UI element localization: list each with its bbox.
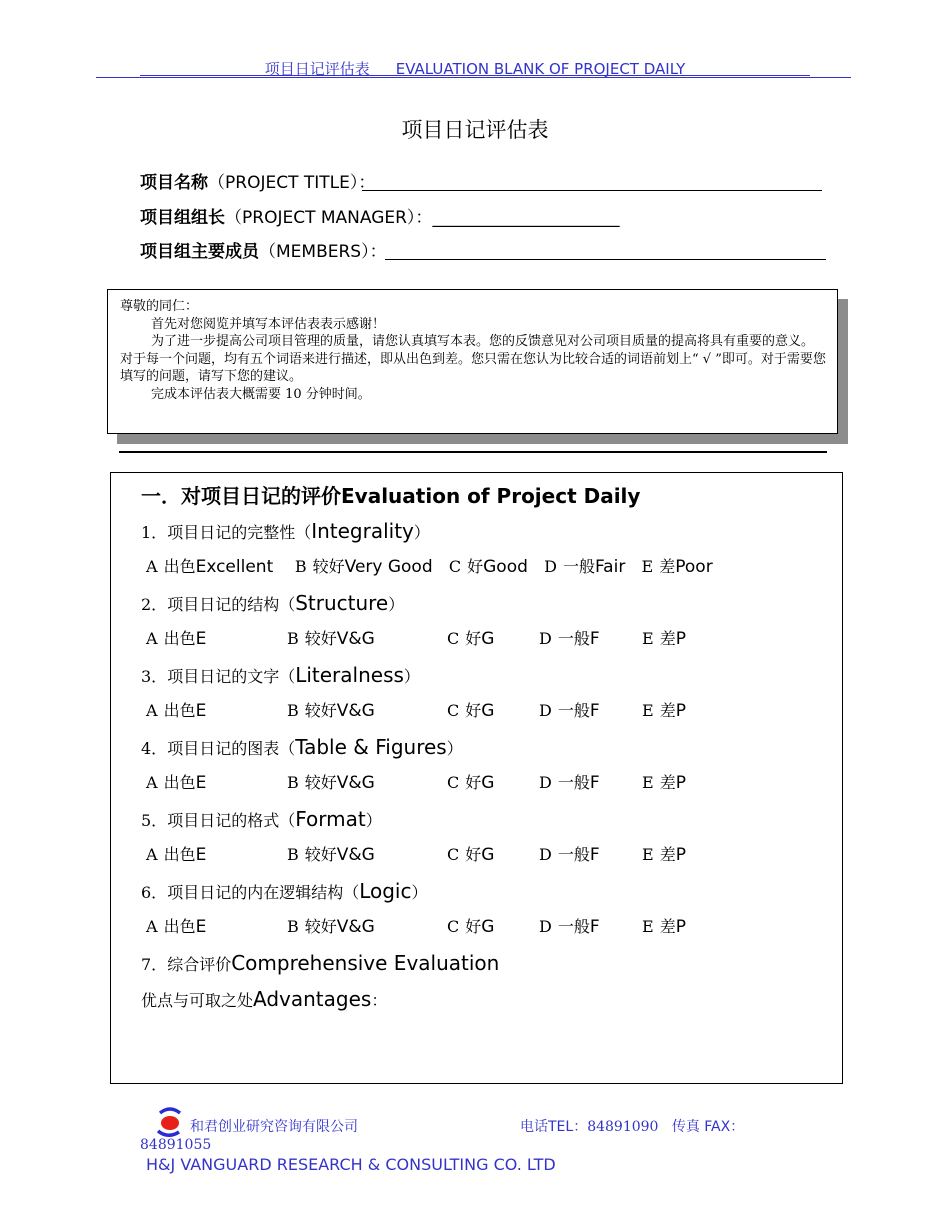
company-logo-icon [154, 1107, 184, 1139]
question-number: 6． [141, 883, 168, 902]
option-letter: D [539, 629, 552, 648]
option-zh: 好 [465, 917, 482, 936]
question-number: 5． [141, 811, 168, 830]
option-en: V&G [336, 629, 375, 649]
field-label-en: （PROJECT MANAGER）： [225, 208, 433, 228]
advantages-en: Advantages [253, 987, 372, 1011]
option-letter: B [287, 773, 299, 792]
question-close: ） [388, 595, 405, 614]
option-en: G [481, 701, 495, 721]
option-zh: 一般 [557, 773, 590, 792]
field-project-title [140, 168, 375, 193]
option-vg[interactable] [287, 765, 375, 801]
option-f[interactable] [539, 621, 600, 657]
option-zh: 差 [659, 845, 676, 864]
field-label: 项目组组长 [140, 208, 225, 228]
question-text: 项目日记的格式（ [167, 811, 296, 830]
option-letter: D [539, 773, 552, 792]
option-zh: 差 [659, 701, 676, 720]
option-g[interactable] [447, 909, 494, 945]
advantages-prompt [141, 981, 821, 1017]
option-f[interactable] [539, 909, 600, 945]
option-vg[interactable] [287, 837, 375, 873]
option-p[interactable] [642, 621, 686, 657]
option-zh: 较好 [304, 917, 337, 936]
option-e[interactable] [146, 837, 206, 873]
option-fair[interactable] [544, 549, 625, 585]
option-zh: 较好 [304, 773, 337, 792]
option-en: F [589, 845, 600, 865]
option-en: V&G [336, 701, 375, 721]
option-e[interactable] [146, 621, 206, 657]
option-p[interactable] [642, 909, 686, 945]
option-zh: 出色 [163, 773, 196, 792]
notice-time: 完成本评估表大概需要 10 分钟时间。 [151, 386, 371, 402]
option-en: Excellent [195, 557, 274, 577]
option-letter: B [287, 701, 299, 720]
option-en: G [481, 629, 495, 649]
option-en: V&G [336, 773, 375, 793]
field-members [140, 237, 387, 262]
option-zh: 一般 [562, 557, 595, 576]
option-vg[interactable] [287, 909, 375, 945]
page-title: 项目日记评估表 [401, 118, 549, 142]
fax-label: 传真 [671, 1119, 700, 1135]
options-5 [141, 837, 821, 873]
option-en: Poor [675, 557, 713, 577]
option-zh: 较好 [304, 701, 337, 720]
question-text-en: Structure [295, 591, 389, 615]
option-vg[interactable] [287, 621, 375, 657]
option-letter: E [642, 845, 654, 864]
option-letter: C [447, 701, 460, 720]
option-zh: 好 [465, 845, 482, 864]
question-2 [141, 585, 821, 621]
question-6 [141, 873, 821, 909]
option-zh: 出色 [163, 629, 196, 648]
option-letter: E [642, 917, 654, 936]
option-en: F [589, 629, 600, 649]
question-1 [141, 513, 821, 549]
option-very-good[interactable] [295, 549, 433, 585]
option-p[interactable] [642, 693, 686, 729]
option-letter: C [448, 557, 462, 576]
field-label-en: （MEMBERS）： [259, 242, 387, 262]
option-letter: D [544, 557, 557, 576]
question-text: 综合评价 [167, 955, 232, 974]
option-g[interactable] [447, 693, 494, 729]
field-label: 项目组主要成员 [140, 242, 259, 262]
option-en: F [589, 917, 600, 937]
option-letter: E [642, 629, 654, 648]
option-en: E [195, 845, 207, 865]
advantages-zh: 优点与可取之处 [141, 991, 254, 1010]
option-en: E [195, 701, 207, 721]
option-zh: 出色 [163, 845, 196, 864]
footer-company-zh: 和君创业研究咨询有限公司 [190, 1119, 358, 1135]
option-en: P [675, 773, 686, 793]
question-text-en: Integrality [311, 519, 414, 543]
question-text: 项目日记的完整性（ [167, 523, 312, 542]
field-label-en: （PROJECT TITLE）： [208, 173, 376, 193]
question-text-en: Comprehensive Evaluation [231, 951, 500, 975]
question-close: ） [365, 811, 382, 830]
question-number: 7． [141, 955, 168, 974]
option-e[interactable] [146, 693, 206, 729]
options-3 [141, 693, 821, 729]
option-zh: 差 [659, 917, 676, 936]
option-letter: A [146, 701, 158, 720]
option-p[interactable] [642, 765, 686, 801]
question-3 [141, 657, 821, 693]
option-letter: A [146, 845, 158, 864]
notice-box [107, 289, 838, 434]
option-en: G [481, 845, 495, 865]
option-zh: 好 [467, 557, 484, 576]
option-g[interactable] [447, 621, 494, 657]
option-letter: C [447, 629, 460, 648]
option-letter: D [539, 701, 552, 720]
tel-label-en: TEL： [548, 1119, 588, 1135]
question-close: ） [413, 523, 430, 542]
option-en: G [481, 917, 495, 937]
question-5 [141, 801, 821, 837]
question-close: ） [411, 883, 428, 902]
option-en: F [589, 773, 600, 793]
option-letter: A [146, 629, 158, 648]
question-text: 项目日记的文字（ [167, 667, 296, 686]
option-zh: 一般 [557, 845, 590, 864]
option-zh: 较好 [304, 629, 337, 648]
option-e[interactable] [146, 909, 206, 945]
question-text-en: Literalness [295, 663, 404, 687]
option-f[interactable] [539, 837, 600, 873]
option-letter: B [287, 845, 299, 864]
option-letter: C [447, 773, 460, 792]
option-letter: E [642, 773, 654, 792]
section-title-zh: 一．对项目日记的评价 [141, 484, 341, 508]
option-letter: D [539, 917, 552, 936]
option-g[interactable] [447, 837, 494, 873]
option-en: E [195, 629, 207, 649]
option-zh: 一般 [557, 701, 590, 720]
section-divider [119, 451, 827, 453]
question-number: 1． [141, 523, 168, 542]
option-zh: 差 [659, 773, 676, 792]
evaluation-box [110, 472, 843, 1084]
option-letter: E [641, 557, 654, 576]
option-en: P [675, 917, 686, 937]
question-text-en: Logic [359, 879, 412, 903]
option-letter: B [287, 629, 299, 648]
question-text: 项目日记的结构（ [167, 595, 296, 614]
option-en: E [195, 917, 207, 937]
option-zh: 出色 [163, 557, 196, 576]
option-zh: 一般 [557, 629, 590, 648]
fax-number: 84891055 [140, 1137, 212, 1153]
advantages-colon: ： [371, 991, 388, 1010]
question-text: 项目日记的内在逻辑结构（ [167, 883, 360, 902]
option-zh: 较好 [312, 557, 345, 576]
field-project-manager [140, 203, 619, 228]
option-poor[interactable] [642, 549, 713, 585]
option-good[interactable] [449, 549, 528, 585]
question-number: 3． [141, 667, 168, 686]
footer-company-en: H&J VANGUARD RESEARCH & CONSULTING CO. LTD [146, 1155, 556, 1174]
option-letter: C [447, 845, 460, 864]
option-en: V&G [336, 845, 375, 865]
advantages-answer-area[interactable] [141, 1017, 821, 1077]
project-title-input-line[interactable] [362, 190, 822, 191]
field-label: 项目名称 [140, 173, 208, 193]
question-text: 项目日记的图表（ [167, 739, 296, 758]
option-letter: B [294, 557, 307, 576]
project-manager-input-line[interactable]: ______________________ [432, 208, 620, 228]
options-2 [141, 621, 821, 657]
options-1 [141, 549, 821, 585]
header-title-zh: 项目日记评估表 [264, 60, 370, 78]
option-letter: D [539, 845, 552, 864]
option-letter: B [287, 917, 299, 936]
question-4 [141, 729, 821, 765]
question-close: ） [403, 667, 420, 686]
option-zh: 出色 [163, 701, 196, 720]
option-p[interactable] [642, 837, 686, 873]
option-zh: 出色 [163, 917, 196, 936]
notice-greeting: 尊敬的同仁： [120, 299, 199, 314]
option-en: E [195, 773, 207, 793]
option-zh: 较好 [304, 845, 337, 864]
option-en: P [675, 701, 686, 721]
options-6 [141, 909, 821, 945]
option-zh: 好 [465, 773, 482, 792]
option-zh: 好 [465, 629, 482, 648]
notice-body: 为了进一步提高公司项目管理的质量，请您认真填写本表。您的反馈意见对公司项目质量的提高将具有重要的意义。对于每一个问题，均有五个词语来进行描述，即从出色到差。您只需在您认为比较合适的词语前划上“ √ ”即可。对于需要您填写的问题，请写下您的建议。 [120, 334, 826, 384]
running-header [0, 58, 950, 79]
footer-contact [520, 1116, 744, 1136]
tel-label: 电话 [520, 1119, 548, 1135]
option-letter: A [146, 773, 158, 792]
question-text-en: Table & Figures [295, 735, 447, 759]
option-excellent[interactable] [146, 549, 273, 585]
options-4 [141, 765, 821, 801]
option-letter: A [146, 917, 158, 936]
section-title-en: Evaluation of Project Daily [341, 484, 641, 508]
option-en: G [481, 773, 495, 793]
fax-label-en: FAX： [704, 1119, 745, 1135]
question-7 [141, 945, 821, 981]
question-close: ） [446, 739, 463, 758]
option-en: Very Good [344, 557, 433, 577]
option-zh: 差 [659, 629, 676, 648]
option-en: P [675, 845, 686, 865]
option-letter: E [642, 701, 654, 720]
option-e[interactable] [146, 765, 206, 801]
option-en: Fair [594, 557, 626, 577]
members-input-line[interactable] [385, 259, 826, 260]
option-en: V&G [336, 917, 375, 937]
header-title-en: EVALUATION BLANK OF PROJECT DAILY [395, 60, 686, 78]
option-en: F [589, 701, 600, 721]
option-g[interactable] [447, 765, 494, 801]
option-zh: 差 [659, 557, 676, 576]
option-vg[interactable] [287, 693, 375, 729]
question-text-en: Format [295, 807, 366, 831]
option-f[interactable] [539, 765, 600, 801]
option-zh: 一般 [557, 917, 590, 936]
option-en: P [675, 629, 686, 649]
section-title [141, 479, 821, 513]
option-f[interactable] [539, 693, 600, 729]
option-letter: A [146, 557, 158, 576]
question-number: 2． [141, 595, 168, 614]
question-number: 4． [141, 739, 168, 758]
option-en: Good [483, 557, 528, 577]
option-letter: C [447, 917, 460, 936]
notice-thanks: 首先对您阅览并填写本评估表表示感谢！ [151, 316, 386, 332]
option-zh: 好 [465, 701, 482, 720]
tel-number: 84891090 [587, 1119, 659, 1135]
